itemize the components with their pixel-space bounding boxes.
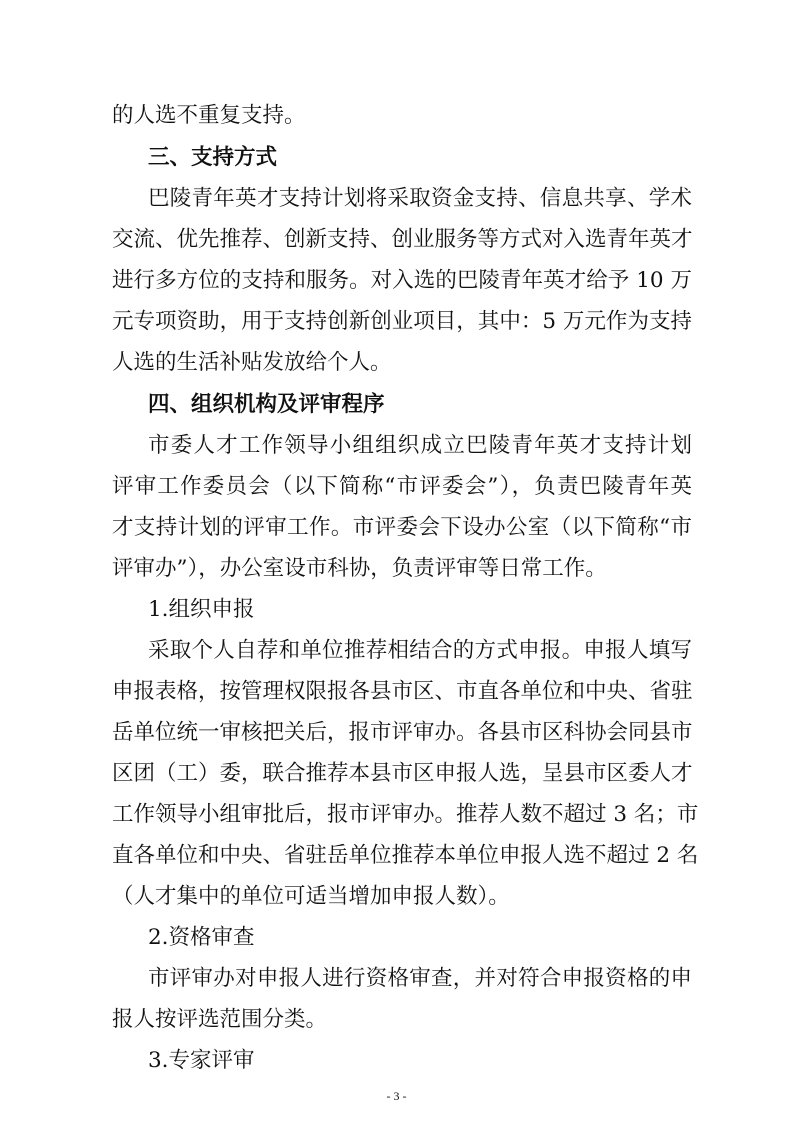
text-line: 的人选不重复支持。	[112, 103, 306, 128]
text-line: 评审工作委员会（以下简称“市评委会”），负责巴陵青年英	[112, 474, 692, 499]
text-line: 人选的生活补贴发放给个人。	[112, 350, 392, 375]
text-line: （人才集中的单位可适当增加申报人数）。	[112, 884, 510, 909]
text-line: 采取个人自荐和单位推荐相结合的方式申报。申报人填写	[148, 638, 692, 663]
text-line: 报人按评选范围分类。	[112, 1007, 328, 1032]
text-line: 岳单位统一审核把关后，报市评审办。各县市区科协会同县市	[112, 720, 693, 745]
section-heading: 四、组织机构及评审程序	[148, 392, 385, 417]
text-line: 申报表格，按管理权限报各县市区、市直各单位和中央、省驻	[112, 679, 693, 704]
text-line: 直各单位和中央、省驻岳单位推荐本单位申报人选不超过 2 名	[112, 843, 699, 868]
text-line: 才支持计划的评审工作。市评委会下设办公室（以下简称“市	[112, 515, 692, 540]
section-heading: 三、支持方式	[148, 145, 278, 170]
text-line: 区团（工）委，联合推荐本县市区申报人选，呈县市区委人才	[112, 761, 693, 786]
subsection-heading: 2.资格审查	[148, 925, 255, 950]
text-line: 工作领导小组审批后，报市评审办。推荐人数不超过 3 名；市	[112, 802, 699, 827]
text-line: 评审办”），办公室设市科协，负责评审等日常工作。	[112, 556, 607, 581]
page-number: - 3 -	[386, 1089, 407, 1103]
text-line: 市委人才工作领导小组组织成立巴陵青年英才支持计划	[148, 433, 692, 458]
text-line: 进行多方位的支持和服务。对入选的巴陵青年英才给予 10 万	[112, 268, 692, 293]
text-line: 元专项资助，用于支持创新创业项目，其中：5 万元作为支持	[112, 309, 692, 334]
text-line: 巴陵青年英才支持计划将采取资金支持、信息共享、学术	[148, 186, 692, 211]
subsection-heading: 3.专家评审	[148, 1048, 255, 1073]
subsection-heading: 1.组织申报	[148, 597, 255, 622]
text-line: 交流、优先推荐、创新支持、创业服务等方式对入选青年英才	[112, 227, 693, 252]
text-line: 市评审办对申报人进行资格审查，并对符合申报资格的申	[148, 966, 692, 991]
